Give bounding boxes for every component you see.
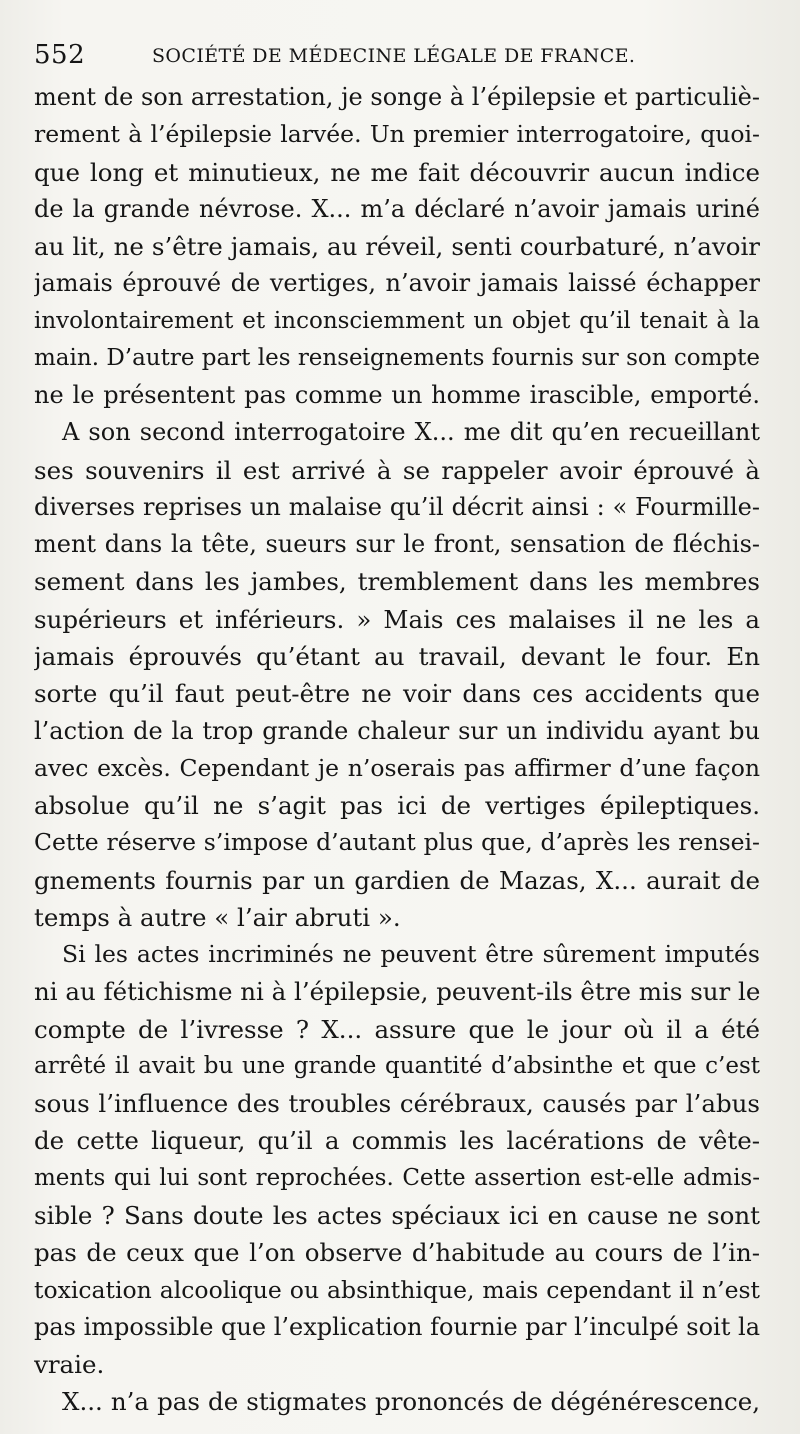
text-line: involontairement et inconsciemment un objet qu’il tenait à la (34, 307, 760, 334)
text-line: A son second interrogatoire X... me dit qu’en recueillant (62, 418, 760, 447)
text-line: ses souvenirs il est arrivé à se rappeler avoir éprouvé à (34, 455, 760, 485)
page-number: 552 (34, 40, 86, 70)
text-line: Si les actes incriminés ne peuvent être sûrement imputés (62, 940, 760, 969)
text-line: ne le présentent pas comme un homme irascible, emporté. (34, 381, 760, 410)
body-text (34, 79, 760, 1421)
text-line: toxication alcoolique ou absinthique, mais cependant il n’est (34, 1275, 760, 1304)
text-line: diverses reprises un malaise qu’il décrit ainsi : « Fourmille- (34, 492, 760, 521)
text-line: jamais éprouvés qu’étant au travail, devant le four. En (34, 641, 760, 671)
running-title: SOCIÉTÉ DE MÉDECINE LÉGALE DE FRANCE. (152, 45, 636, 67)
running-header (34, 38, 780, 74)
text-line: que long et minutieux, ne me fait découvrir aucun indice (34, 157, 760, 187)
text-line: ment dans la tête, sueurs sur le front, sensation de fléchis- (34, 530, 760, 559)
text-line: vraie. (34, 1350, 105, 1380)
text-line: sement dans les jambes, tremblement dans les membres (34, 567, 760, 597)
text-line: de cette liqueur, qu’il a commis les lacérations de vête- (34, 1126, 760, 1156)
text-line: Cette réserve s’impose d’autant plus que, d’après les rensei- (34, 828, 760, 857)
text-line: au lit, ne s’être jamais, au réveil, senti courbaturé, n’avoir (34, 232, 760, 262)
text-line: ni au fétichisme ni à l’épilepsie, peuvent-ils être mis sur le (34, 977, 760, 1007)
text-line: gnements fournis par un gardien de Mazas, X... aurait de (34, 865, 760, 895)
text-line: de la grande névrose. X... m’a déclaré n’avoir jamais uriné (34, 194, 760, 223)
text-line: rement à l’épilepsie larvée. Un premier interrogatoire, quoi- (34, 120, 760, 149)
text-line: ments qui lui sont reprochées. Cette assertion est-elle admis- (34, 1164, 760, 1191)
text-line: sorte qu’il faut peut-être ne voir dans ces accidents que (34, 679, 760, 709)
text-line: absolue qu’il ne s’agit pas ici de vertiges épileptiques. (34, 791, 760, 821)
text-line: pas de ceux que l’on observe d’habitude au cours de l’in- (34, 1238, 760, 1268)
text-line: X... n’a pas de stigmates prononcés de dégénérescence, (62, 1387, 760, 1417)
text-line: pas impossible que l’explication fournie par l’inculpé soit la (34, 1312, 760, 1341)
text-line: jamais éprouvé de vertiges, n’avoir jamais laissé échapper (34, 269, 760, 298)
text-line: temps à autre « l’air abruti ». (34, 902, 401, 932)
text-line: sible ? Sans doute les actes spéciaux ici en cause ne sont (34, 1200, 760, 1230)
text-line: main. D’autre part les renseignements fournis sur son compte (34, 344, 760, 371)
text-line: arrêté il avait bu une grande quantité d’absinthe et que c’est (34, 1052, 760, 1079)
text-line: l’action de la trop grande chaleur sur un individu ayant bu (34, 716, 760, 745)
text-line: compte de l’ivresse ? X... assure que le jour où il a été (34, 1014, 760, 1044)
text-line: ment de son arrestation, je songe à l’épilepsie et particuliè- (34, 83, 760, 111)
text-line: supérieurs et inférieurs. » Mais ces malaises il ne les a (34, 604, 760, 634)
text-line: sous l’influence des troubles cérébraux, causés par l’abus (34, 1089, 760, 1119)
text-line: avec excès. Cependant je n’oserais pas affirmer d’une façon (34, 753, 760, 782)
